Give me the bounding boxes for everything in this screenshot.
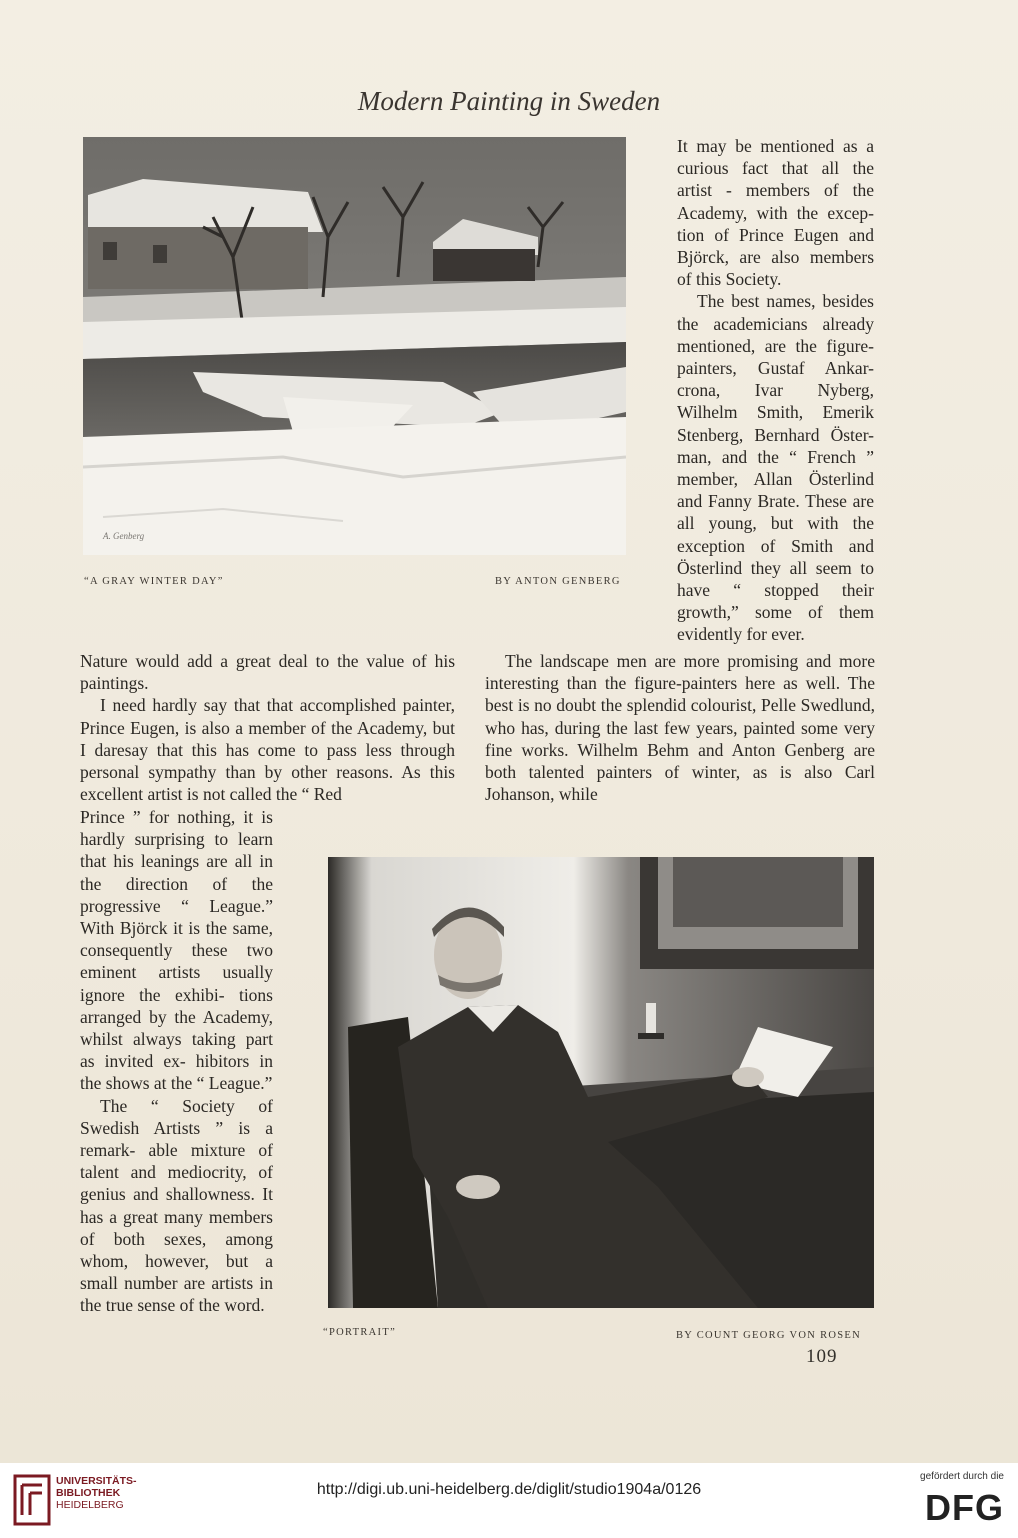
paragraph-best-names: The best names, besides the academicians already mentioned, are the figure- painters, Gustaf Ankar- crona, Ivar Nyberg, Wilhelm Smith, Emerik Stenberg, Bernhard Öster- man, and the “ French ” member, Allan Österlind and Fanny Brate. These are all young, but with the exception of Smith and Österlind they all seem to have “ stopped their growth,” some of them evidently for ever. (677, 291, 874, 645)
source-url-link[interactable]: http://digi.ub.uni-heidelberg.de/diglit/studio1904a/0126 (316, 1481, 702, 1498)
library-line2: BIBLIOTHEK (56, 1487, 121, 1499)
running-title: Modern Painting in Sweden (357, 86, 661, 116)
column-left-narrow (80, 806, 273, 1317)
column-top-right (677, 135, 874, 646)
column-left-mid (80, 650, 455, 805)
winter-caption-artist: BY ANTON GENBERG (495, 576, 621, 587)
library-line1: UNIVERSITÄTS- (56, 1475, 137, 1487)
funding-note: gefördert durch die (920, 1471, 1004, 1482)
paragraph-society-swedish-artists: The “ Society of Swedish Artists ” is a remark- able mixture of talent and mediocrity, of genius and shallowness. It has a great many members of both sexes, among whom, however, but a small number are artists in the true sense of the word. (80, 1095, 273, 1316)
library-line3: HEIDELBERG (56, 1499, 124, 1511)
paragraph-prince-eugen: I need hardly say that that accomplished painter, Prince Eugen, is also a member of the Academy, but I daresay that this has come to pass less through personal sympathy than by other reasons. As this excellent artist is not called the “ Red (80, 695, 455, 805)
footer-bar (0, 1463, 1018, 1538)
winter-landscape-image (83, 137, 626, 555)
paragraph-nature: Nature would add a great deal to the value of his paintings. (80, 651, 455, 694)
portrait-caption-title: “PORTRAIT” (323, 1327, 397, 1338)
portrait-caption-artist: BY COUNT GEORG VON ROSEN (676, 1330, 862, 1341)
paragraph-prince-nothing: Prince ” for nothing, it is hardly surprising to learn that his leanings are all in the direction of the progressive “ League.” With Björck it is the same, consequently these two eminent artists usually ignore the exhibi- tions arranged by the Academy, whilst always taking part as invited ex- hibitors in the shows at the “ League.” (80, 807, 273, 1094)
paragraph-academy-members: It may be mentioned as a curious fact that all the artist - members of the Academy, with the excep- tion of Prince Eugen and Björck, are also members of this Society. (677, 136, 874, 290)
dfg-logo: DFG (925, 1487, 1004, 1528)
winter-caption-title: “A GRAY WINTER DAY” (84, 576, 224, 587)
portrait-image (328, 857, 874, 1308)
paragraph-landscape-men: The landscape men are more promising and more interesting than the figure-painters here as well. The best is no doubt the splendid colourist, Pelle Swedlund, who has, during the last few years, painted some very fine works. Wilhelm Behm and Anton Genberg are both talented painters of winter, as is also Carl Johanson, while (485, 651, 875, 805)
svg-text:A. Genberg: A. Genberg (103, 531, 145, 541)
page-number: 109 (806, 1346, 838, 1367)
column-right-mid (485, 650, 875, 805)
